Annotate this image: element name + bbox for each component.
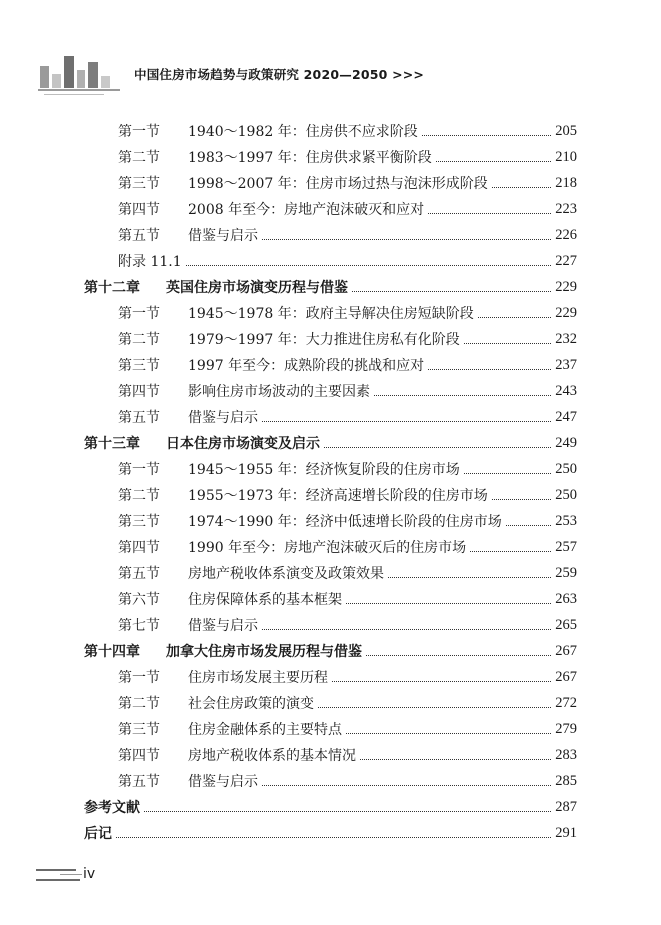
toc-entry-label bbox=[118, 303, 474, 323]
toc-entry-title: 1983～1997 年：住房供求紧平衡阶段 bbox=[188, 150, 432, 166]
toc-entry-title: 英国住房市场演变历程与借鉴 bbox=[166, 280, 348, 296]
toc-page-number: 265 bbox=[555, 616, 577, 633]
toc-entry-label bbox=[118, 355, 424, 375]
toc-entry-label bbox=[118, 459, 460, 479]
toc-entry-title: 借鉴与启示 bbox=[188, 774, 258, 790]
toc-entry-number: 第四节 bbox=[118, 748, 160, 764]
toc-section-entry[interactable] bbox=[0, 145, 661, 169]
toc-section-entry[interactable] bbox=[0, 561, 661, 585]
toc-page-number: 267 bbox=[555, 642, 577, 659]
toc-section-entry[interactable] bbox=[0, 587, 661, 611]
toc-entry-label bbox=[84, 277, 348, 297]
toc-entry-title: 1998～2007 年：住房市场过热与泡沫形成阶段 bbox=[188, 176, 488, 192]
toc-page-number: 263 bbox=[555, 590, 577, 607]
toc-entry-label bbox=[118, 121, 418, 141]
toc-entry-label bbox=[118, 511, 502, 531]
toc-page-number: 232 bbox=[555, 330, 577, 347]
toc-entry-number: 第四节 bbox=[118, 384, 160, 400]
toc-dot-leader bbox=[428, 368, 551, 370]
toc-entry-number: 第二节 bbox=[118, 696, 160, 712]
toc-entry-label bbox=[118, 667, 328, 687]
toc-entry-number: 参考文献 bbox=[84, 800, 140, 816]
toc-page-number: 267 bbox=[555, 668, 577, 685]
toc-dot-leader bbox=[186, 264, 552, 266]
running-header-title: 中国住房市场趋势与政策研究 2020—2050 >>> bbox=[134, 67, 425, 82]
toc-entry-label bbox=[118, 615, 258, 635]
toc-entry-label bbox=[118, 563, 384, 583]
toc-dot-leader bbox=[366, 654, 551, 656]
toc-entry-label bbox=[84, 433, 320, 453]
toc-dot-leader bbox=[116, 836, 551, 838]
toc-dot-leader bbox=[464, 472, 552, 474]
toc-entry-number: 第一节 bbox=[118, 124, 160, 140]
toc-entry-title: 1945～1978 年：政府主导解决住房短缺阶段 bbox=[188, 306, 474, 322]
toc-page-number: 285 bbox=[555, 772, 577, 789]
toc-section-entry[interactable] bbox=[0, 717, 661, 741]
toc-entry-label bbox=[84, 823, 112, 843]
toc-entry-title: 房地产税收体系演变及政策效果 bbox=[188, 566, 384, 582]
toc-entry-label bbox=[118, 251, 182, 271]
toc-entry-title: 日本住房市场演变及启示 bbox=[166, 436, 320, 452]
toc-dot-leader bbox=[464, 342, 552, 344]
toc-entry-number: 第七节 bbox=[118, 618, 160, 634]
toc-entry-number: 第四节 bbox=[118, 540, 160, 556]
toc-entry-label bbox=[118, 173, 488, 193]
toc-dot-leader bbox=[352, 290, 551, 292]
toc-entry-label bbox=[118, 485, 488, 505]
toc-entry-number: 第二节 bbox=[118, 150, 160, 166]
toc-dot-leader bbox=[324, 446, 551, 448]
toc-dot-leader bbox=[318, 706, 551, 708]
toc-entry-title: 1979～1997 年：大力推进住房私有化阶段 bbox=[188, 332, 460, 348]
toc-entry-label bbox=[118, 407, 258, 427]
toc-entry-title: 加拿大住房市场发展历程与借鉴 bbox=[166, 644, 362, 660]
toc-entry-number: 第一节 bbox=[118, 670, 160, 686]
toc-dot-leader bbox=[346, 732, 551, 734]
toc-page-number: 287 bbox=[555, 798, 577, 815]
toc-section-entry[interactable] bbox=[0, 665, 661, 689]
toc-section-entry[interactable] bbox=[0, 613, 661, 637]
toc-page-number: 229 bbox=[555, 278, 577, 295]
toc-page-number: 259 bbox=[555, 564, 577, 581]
toc-page-number: 218 bbox=[555, 174, 577, 191]
toc-dot-leader bbox=[262, 238, 551, 240]
toc-page-number: 229 bbox=[555, 304, 577, 321]
toc-entry-title: 住房金融体系的主要特点 bbox=[188, 722, 342, 738]
toc-page-number: 223 bbox=[555, 200, 577, 217]
toc-entry-label bbox=[118, 771, 258, 791]
toc-section-entry[interactable] bbox=[0, 535, 661, 559]
toc-section-entry[interactable] bbox=[0, 327, 661, 351]
toc-dot-leader bbox=[262, 784, 551, 786]
toc-entry-title: 社会住房政策的演变 bbox=[188, 696, 314, 712]
toc-entry-title: 1940～1982 年：住房供不应求阶段 bbox=[188, 124, 418, 140]
toc-dot-leader bbox=[470, 550, 551, 552]
toc-dot-leader bbox=[144, 810, 551, 812]
toc-page-number: 205 bbox=[555, 122, 577, 139]
toc-entry-title: 住房保障体系的基本框架 bbox=[188, 592, 342, 608]
toc-entry-title: 借鉴与启示 bbox=[188, 410, 258, 426]
toc-page-number: 247 bbox=[555, 408, 577, 425]
toc-dot-leader bbox=[506, 524, 552, 526]
toc-entry-number: 第三节 bbox=[118, 514, 160, 530]
toc-page-number: 226 bbox=[555, 226, 577, 243]
toc-section-entry[interactable] bbox=[0, 249, 661, 273]
footer-rule-thin bbox=[60, 874, 82, 875]
toc-dot-leader bbox=[360, 758, 551, 760]
toc-page-number: 291 bbox=[555, 824, 577, 841]
toc-entry-label bbox=[118, 589, 342, 609]
toc-entry-label bbox=[118, 693, 314, 713]
toc-entry-number: 第十二章 bbox=[84, 280, 140, 296]
toc-dot-leader bbox=[428, 212, 551, 214]
toc-section-entry[interactable] bbox=[0, 301, 661, 325]
toc-dot-leader bbox=[346, 602, 551, 604]
toc-entry-number: 第三节 bbox=[118, 176, 160, 192]
toc-page-number: 250 bbox=[555, 460, 577, 477]
toc-entry-number: 第一节 bbox=[118, 306, 160, 322]
toc-section-entry[interactable] bbox=[0, 457, 661, 481]
toc-entry-label bbox=[118, 537, 466, 557]
toc-entry-title: 1955～1973 年：经济高速增长阶段的住房市场 bbox=[188, 488, 488, 504]
toc-dot-leader bbox=[374, 394, 551, 396]
toc-page-number: 237 bbox=[555, 356, 577, 373]
toc-entry-number: 第六节 bbox=[118, 592, 160, 608]
toc-chapter-entry[interactable] bbox=[0, 431, 661, 455]
toc-entry-label bbox=[84, 797, 140, 817]
toc-entry-number: 第二节 bbox=[118, 332, 160, 348]
toc-page-number: 253 bbox=[555, 512, 577, 529]
toc-entry-label bbox=[84, 641, 362, 661]
toc-entry-title: 影响住房市场波动的主要因素 bbox=[188, 384, 370, 400]
toc-section-entry[interactable] bbox=[0, 353, 661, 377]
toc-entry-title: 1974～1990 年：经济中低速增长阶段的住房市场 bbox=[188, 514, 502, 530]
toc-entry-title: 房地产税收体系的基本情况 bbox=[188, 748, 356, 764]
toc-entry-label bbox=[118, 329, 460, 349]
toc-dot-leader bbox=[436, 160, 552, 162]
toc-section-entry[interactable] bbox=[0, 171, 661, 195]
header-logo bbox=[38, 56, 118, 88]
toc-dot-leader bbox=[422, 134, 552, 136]
toc-page-number: 227 bbox=[555, 252, 577, 269]
toc-entry-number: 后记 bbox=[84, 826, 112, 842]
footer-rule bbox=[36, 869, 76, 871]
toc-section-entry[interactable] bbox=[0, 405, 661, 429]
toc-section-entry[interactable] bbox=[0, 743, 661, 767]
page-number: iv bbox=[83, 866, 96, 882]
toc-page-number: 243 bbox=[555, 382, 577, 399]
toc-dot-leader bbox=[492, 186, 552, 188]
toc-entry-number: 第三节 bbox=[118, 358, 160, 374]
toc-entry-label bbox=[118, 381, 370, 401]
toc-entry-label bbox=[118, 225, 258, 245]
toc-dot-leader bbox=[388, 576, 551, 578]
toc-entry-title: 1945～1955 年：经济恢复阶段的住房市场 bbox=[188, 462, 460, 478]
toc-entry-title: 借鉴与启示 bbox=[188, 618, 258, 634]
toc-entry-title: 1997 年至今：成熟阶段的挑战和应对 bbox=[188, 358, 425, 374]
toc-dot-leader bbox=[492, 498, 552, 500]
toc-page-number: 250 bbox=[555, 486, 577, 503]
toc-section-entry[interactable] bbox=[0, 483, 661, 507]
toc-entry-title: 住房市场发展主要历程 bbox=[188, 670, 328, 686]
toc-page-number: 279 bbox=[555, 720, 577, 737]
toc-entry-label bbox=[118, 745, 356, 765]
toc-entry-number: 附录 11.1 bbox=[118, 254, 182, 270]
toc-entry-number: 第二节 bbox=[118, 488, 160, 504]
toc-section-entry[interactable] bbox=[0, 223, 661, 247]
toc-section-entry[interactable] bbox=[0, 119, 661, 143]
toc-page-number: 272 bbox=[555, 694, 577, 711]
toc-entry-number: 第四节 bbox=[118, 202, 160, 218]
toc-dot-leader bbox=[262, 628, 551, 630]
toc-entry-number: 第十四章 bbox=[84, 644, 140, 660]
toc-chapter-entry[interactable] bbox=[0, 821, 661, 845]
toc-section-entry[interactable] bbox=[0, 769, 661, 793]
toc-entry-label bbox=[118, 719, 342, 739]
toc-dot-leader bbox=[332, 680, 551, 682]
toc-page-number: 249 bbox=[555, 434, 577, 451]
toc-entry-title: 2008 年至今：房地产泡沫破灭和应对 bbox=[188, 202, 425, 218]
toc-dot-leader bbox=[262, 420, 551, 422]
toc-entry-number: 第十三章 bbox=[84, 436, 140, 452]
toc-entry-number: 第五节 bbox=[118, 228, 160, 244]
toc-chapter-entry[interactable] bbox=[0, 639, 661, 663]
toc-entry-number: 第五节 bbox=[118, 566, 160, 582]
toc-section-entry[interactable] bbox=[0, 691, 661, 715]
toc-entry-number: 第五节 bbox=[118, 410, 160, 426]
toc-entry-label bbox=[118, 199, 424, 219]
toc-entry-number: 第五节 bbox=[118, 774, 160, 790]
toc-entry-label bbox=[118, 147, 432, 167]
toc-entry-number: 第一节 bbox=[118, 462, 160, 478]
toc-dot-leader bbox=[478, 316, 552, 318]
toc-chapter-entry[interactable] bbox=[0, 275, 661, 299]
toc-entry-number: 第三节 bbox=[118, 722, 160, 738]
toc-entry-title: 1990 年至今：房地产泡沫破灭后的住房市场 bbox=[188, 540, 467, 556]
toc-page-number: 210 bbox=[555, 148, 577, 165]
toc-section-entry[interactable] bbox=[0, 379, 661, 403]
toc-section-entry[interactable] bbox=[0, 509, 661, 533]
toc-section-entry[interactable] bbox=[0, 197, 661, 221]
footer-rule bbox=[36, 879, 80, 881]
toc-entry-title: 借鉴与启示 bbox=[188, 228, 258, 244]
toc-page-number: 283 bbox=[555, 746, 577, 763]
toc-chapter-entry[interactable] bbox=[0, 795, 661, 819]
toc-page-number: 257 bbox=[555, 538, 577, 555]
